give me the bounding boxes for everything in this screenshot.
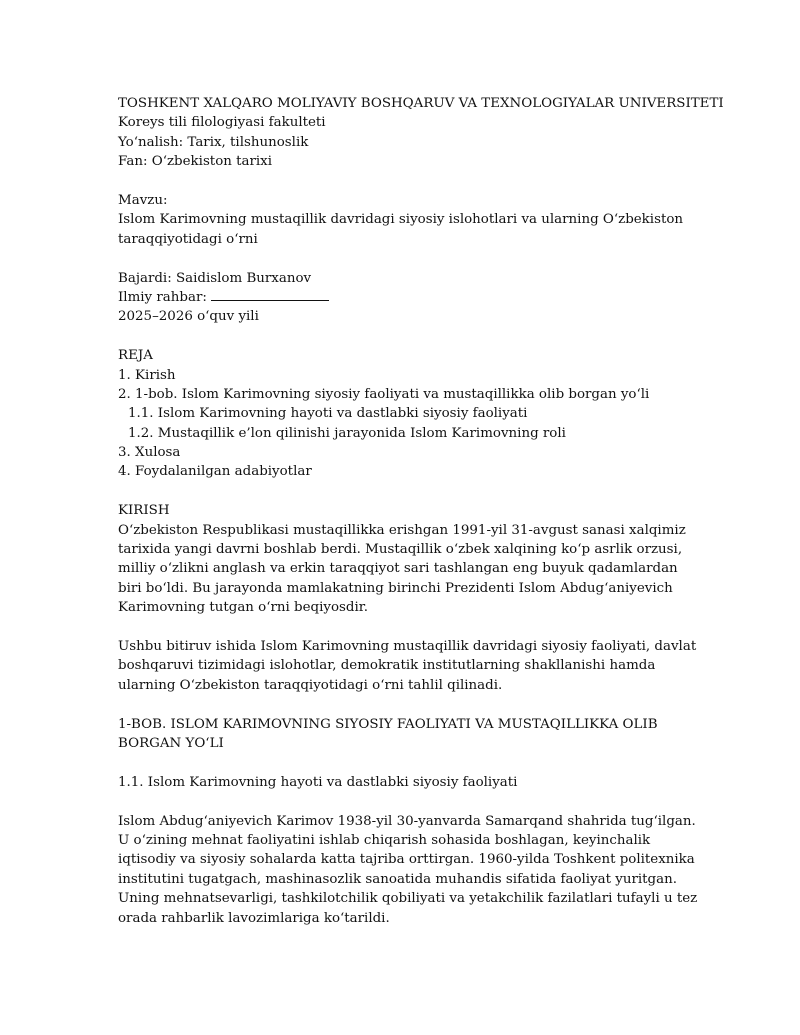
supervisor-line: [118, 288, 698, 307]
spacer: [118, 792, 698, 811]
spacer: [118, 695, 698, 714]
plan-item: 2. 1-bob. Islom Karimovning siyosiy faoliyati va mustaqillikka olib borgan yo‘li: [118, 386, 650, 402]
subject-line: Fan: O‘zbekiston tarixi: [118, 154, 273, 170]
chapter-title: 1-BOB. ISLOM KARIMOVNING SIYOSIY FAOLIYATI VA MUSTAQILLIKKA OLIB BORGAN YO‘LI: [118, 716, 658, 752]
spacer: [118, 249, 698, 268]
direction-line: Yo‘nalish: Tarix, tilshunoslik: [118, 134, 309, 150]
supervisor-blank: [211, 288, 329, 301]
university-name: TOSHKENT XALQARO MOLIYAVIY BOSHQARUV VA TEXNOLOGIYALAR UNIVERSITETI: [118, 96, 724, 111]
plan-item: 1. Kirish: [118, 367, 176, 383]
intro-title: KIRISH: [118, 503, 170, 519]
document-page: [118, 94, 724, 928]
spacer: [118, 327, 698, 346]
topic-text: Islom Karimovning mustaqillik davridagi siyosiy islohotlari va ularning O‘zbekiston taraqqiyotidagi o‘rni: [118, 212, 684, 247]
plan-item: 4. Foydalanilgan adabiyotlar: [118, 464, 312, 480]
supervisor-label: Ilmiy rahbar:: [118, 289, 212, 305]
author-line: Bajardi: Saidislom Burxanov: [118, 270, 312, 286]
spacer: [118, 482, 698, 501]
plan-item: 3. Xulosa: [118, 445, 181, 461]
topic-label: Mavzu:: [118, 192, 168, 208]
academic-year: 2025–2026 o‘quv yili: [118, 309, 259, 325]
spacer: [118, 618, 698, 637]
plan-subitem: 1.2. Mustaqillik e’lon qilinishi jarayonida Islom Karimovning roli: [128, 425, 566, 441]
section-paragraph: Islom Abdug‘aniyevich Karimov 1938-yil 30-yanvarda Samarqand shahrida tug‘ilgan. U o‘zining mehnat faoliyatini ishlab chiqarish sohasida boshlagan, keyinchalik iqtisodiy va siyosiy sohalarda katta tajriba orttirgan. 1960-yilda Toshkent politexnika institutini tugatgach, mashinasozlik sanoatida muhandis sifatida faoliyat yuritgan. Uning mehnatsevarligi, tashkilotchilik qobiliyati va yetakchilik fazilatlari tufayli u tez orada rahbarlik lavozimlariga ko‘tarildi.: [118, 813, 698, 926]
intro-paragraph: Ushbu bitiruv ishida Islom Karimovning mustaqillik davridagi siyosiy faoliyati, davlat boshqaruvi tizimidagi islohotlar, demokratik institutlarning shakllanishi hamda ularning O‘zbekiston taraqqiyotidagi o‘rni tahlil qilinadi.: [118, 639, 697, 693]
spacer: [118, 753, 698, 772]
plan-subitem: 1.1. Islom Karimovning hayoti va dastlabki siyosiy faoliyati: [128, 406, 528, 422]
section-title: 1.1. Islom Karimovning hayoti va dastlabki siyosiy faoliyati: [118, 774, 518, 790]
plan-title: REJA: [118, 348, 153, 364]
faculty-name: Koreys tili filologiyasi fakulteti: [118, 115, 326, 131]
intro-paragraph: O‘zbekiston Respublikasi mustaqillikka erishgan 1991-yil 31-avgust sanasi xalqimiz tarixida yangi davrni boshlab berdi. Mustaqillik o‘zbek xalqining ko‘p asrlik orzusi, milliy o‘zlikni anglash va erkin taraqqiyot sari tashlangan eng buyuk qadamlardan biri bo‘ldi. Bu jarayonda mamlakatning birinchi Prezidenti Islom Abdug‘aniyevich Karimovning tutgan o‘rni beqiyosdir.: [118, 522, 686, 616]
spacer: [118, 172, 698, 191]
